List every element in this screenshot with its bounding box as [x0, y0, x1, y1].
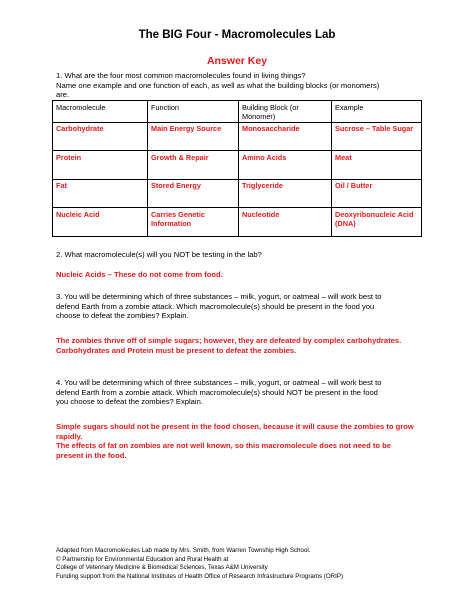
- table-cell: Amino Acids: [239, 151, 332, 180]
- table-cell: Carries Genetic Information: [148, 208, 239, 237]
- table-cell: Sucrose – Table Sugar: [332, 122, 422, 151]
- answer-3-line: Carbohydrates and Protein must be present to defeat the zombies.: [56, 345, 297, 355]
- question-3-line: 3. You will be determining which of three substances – milk, yogurt, or oatmeal – will work best to: [56, 292, 382, 301]
- question-3-line: choose to defeat the zombies? Explain.: [56, 311, 189, 321]
- table-row: [53, 122, 422, 151]
- question-1-line: are.: [56, 90, 70, 100]
- question-1-line: 1. What are the four most common macromolecules found in living things?: [56, 71, 306, 80]
- header-example: Example: [332, 101, 422, 123]
- question-4-line: 4. You will be determining which of three substances – milk, yogurt, or oatmeal – will work best to: [56, 378, 382, 387]
- table-cell: Oil / Butter: [332, 179, 422, 208]
- answer-2: Nucleic Acids – These do not come from food.: [56, 270, 223, 279]
- header-macromolecule: Macromolecule: [53, 101, 148, 123]
- question-1-line: Name one example and one function of each, as well as what the building blocks (or monomers): [56, 80, 380, 90]
- question-2: 2. What macromolecule(s) will you NOT be testing in the lab?: [56, 250, 262, 259]
- question-1: [56, 71, 426, 100]
- table-cell: Stored Energy: [148, 179, 239, 208]
- table-header-row: [53, 101, 422, 123]
- answer-4-line: The effects of fat on zombies are not well known, so this macromolecule does not need to be: [56, 441, 392, 451]
- question-4-line: you choose to defeat the zombies? Explain.: [56, 397, 203, 407]
- table-row: [53, 151, 422, 180]
- table-cell: Fat: [53, 179, 148, 208]
- macromolecule-table: [52, 100, 422, 237]
- footer-line: © Partnership for Environmental Education and Rural Health at: [56, 555, 229, 563]
- table-cell: Main Energy Source: [148, 122, 239, 151]
- page-title: The BIG Four - Macromolecules Lab: [138, 29, 336, 41]
- table-cell: Deoxyribonucleic Acid (DNA): [332, 208, 422, 237]
- table-cell: Monosaccharide: [239, 122, 332, 151]
- table-row: [53, 208, 422, 237]
- answer-4-line: Simple sugars should not be present in the food chosen, because it will cause the zombies to grow: [56, 422, 414, 431]
- answer-3-line: The zombies thrive off of simple sugars; however, they are defeated by complex carbohydrates.: [56, 336, 402, 345]
- table-cell: Nucleotide: [239, 208, 332, 237]
- header-building-block: Building Block (or Monomer): [239, 101, 332, 123]
- table-cell: Growth & Repair: [148, 151, 239, 180]
- header-function: Function: [148, 101, 239, 123]
- question-3-line: defend Earth from a zombie attack. Which macromolecule(s) should be present in the food you: [56, 301, 375, 311]
- table-cell: Triglyceride: [239, 179, 332, 208]
- answer-3: [56, 336, 426, 355]
- table-cell: Protein: [53, 151, 148, 180]
- answer-4-line: present in the food.: [56, 451, 127, 461]
- footer-credits: [56, 547, 436, 582]
- answer-key-heading: Answer Key: [206, 55, 268, 67]
- table-cell: Nucleic Acid: [53, 208, 148, 237]
- table-cell: Carbohydrate: [53, 122, 148, 151]
- answer-4-line: rapidly.: [56, 431, 83, 441]
- table-cell: Meat: [332, 151, 422, 180]
- footer-line: Adapted from Macromolecules Lab made by Mrs. Smith, from Warren Township High School.: [56, 547, 311, 554]
- question-3: [56, 292, 426, 321]
- footer-line: Funding support from the National Institutes of Health Office of Research Infrastructure Programs (ORIP): [56, 573, 344, 581]
- footer-line: College of Veterinary Medicine & Biomedical Sciences, Texas A&M University: [56, 564, 268, 572]
- table-row: [53, 179, 422, 208]
- answer-4: [56, 422, 426, 461]
- question-4: [56, 378, 426, 407]
- question-4-line: defend Earth from a zombie attack. Which macromolecule(s) should NOT be present in the food: [56, 387, 378, 397]
